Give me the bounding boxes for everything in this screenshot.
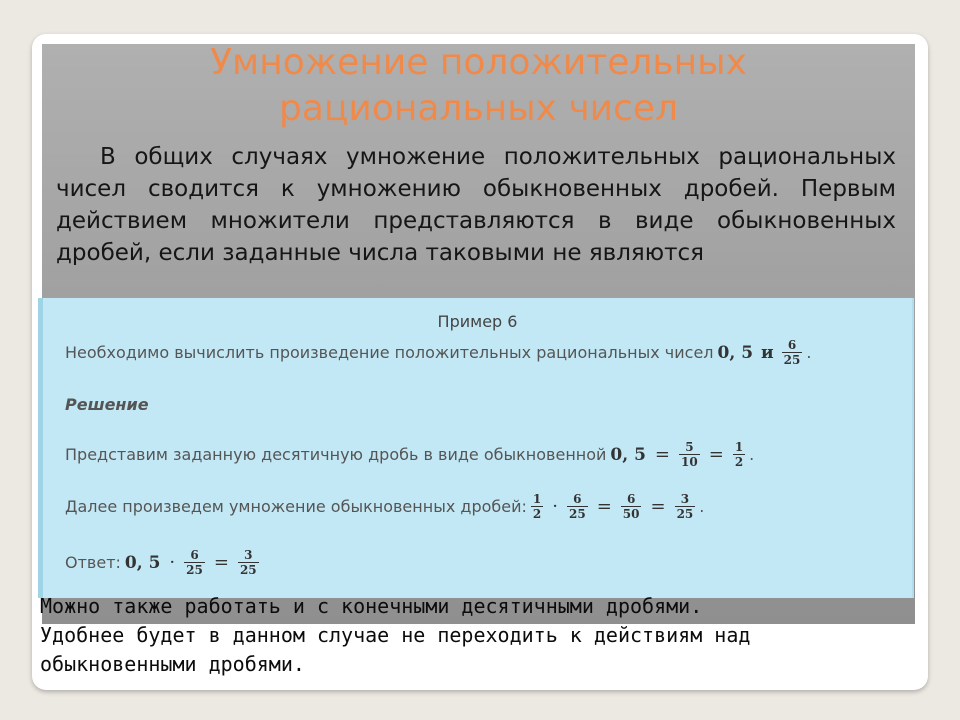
fraction-numerator: 6 [573,492,582,506]
slide-title [42,40,915,132]
fraction-denominator: 2 [734,455,744,469]
fraction-denominator: 25 [186,563,203,577]
fraction-denominator: 25 [568,507,586,521]
equals-sign: = [650,496,666,517]
fraction-numerator: 3 [244,548,253,562]
task-line [65,338,811,367]
fraction-numerator: 6 [626,492,636,506]
fraction-denominator: 25 [676,507,694,521]
equals-sign: = [596,496,612,517]
multiply-dot: · [552,496,558,517]
task-and: и [761,342,774,363]
step1-line [65,440,754,469]
step2-period: . [699,497,705,516]
step2-fraction-2 [568,492,587,521]
outro-line-2: Удобнее будет в данном случае не переходить к действиям над [40,623,751,647]
task-fraction [783,338,802,367]
fraction-numerator: 3 [680,492,690,506]
fraction-denominator: 50 [622,507,640,521]
step1-fraction-2 [734,440,744,469]
fraction-denominator: 25 [239,563,257,577]
task-number: 0, 5 [717,342,754,363]
answer-fraction-2 [239,548,258,577]
solution-label: Решение [65,395,149,414]
outro-paragraph [40,592,900,679]
answer-line [65,548,263,577]
answer-fraction-1 [185,548,204,577]
step2-fraction-1 [532,492,542,521]
step1-number: 0, 5 [610,444,646,465]
fraction-numerator: 1 [734,440,744,454]
fraction-denominator: 25 [783,353,801,367]
fraction-numerator: 5 [685,440,694,454]
fraction-denominator: 2 [532,507,542,521]
intro-paragraph: В общих случаях умножение положительных рациональных чисел сводится к умножению обыкновенных дробей. Первым действием множители представляются в виде обыкновенных дробей, если заданные числа таковыми не являются [56,144,896,266]
fraction-numerator: 6 [190,548,199,562]
multiply-dot: · [169,552,176,573]
step1-period: . [749,445,755,464]
fraction-denominator: 10 [681,455,698,469]
example-box [38,298,914,598]
fraction-numerator: 6 [787,338,797,352]
equals-sign: = [708,444,724,465]
equals-sign: = [654,444,671,465]
step1-fraction-1 [680,440,699,469]
step2-fraction-3 [622,492,641,521]
answer-number: 0, 5 [124,552,161,573]
title-line-2: рациональных чисел [279,88,678,129]
equals-sign: = [213,552,229,573]
outro-line-3: обыкновенными дробями. [40,652,305,676]
step2-text: Далее произведем умножение обыкновенных дробей: [65,497,527,516]
title-line-1: Умножение положительных [210,42,747,83]
answer-label: Ответ: [65,553,121,572]
task-text: Необходимо вычислить произведение положительных рациональных чисел [65,343,714,362]
step2-line [65,492,704,521]
task-period: . [806,343,812,362]
example-title: Пример 6 [437,312,518,331]
fraction-numerator: 1 [532,492,542,506]
step1-text: Представим заданную десятичную дробь в виде обыкновенной [65,445,607,464]
outro-line-1: Можно также работать и с конечными десятичными дробями. [40,594,703,618]
step2-fraction-4 [676,492,695,521]
